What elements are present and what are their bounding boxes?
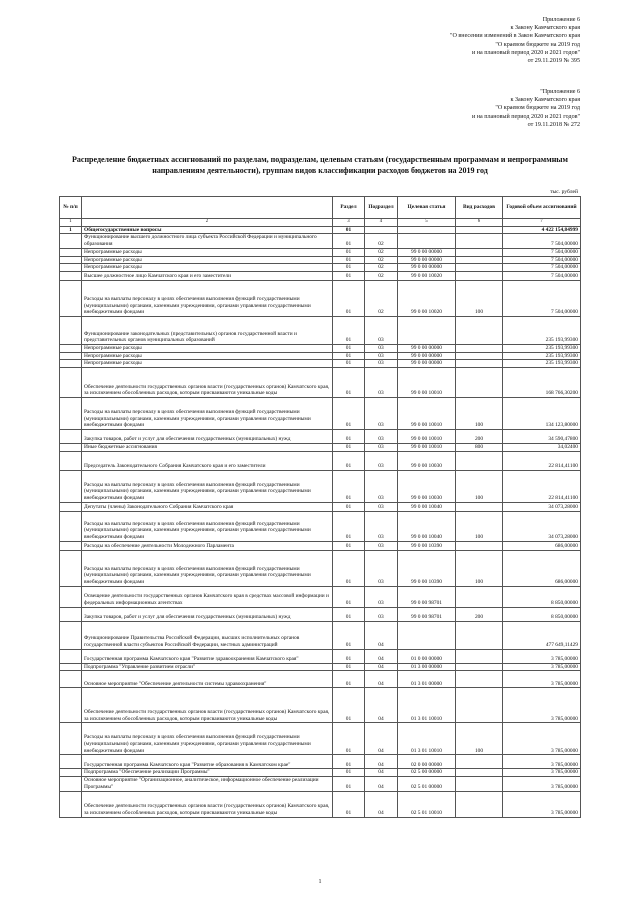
cell-amount: 8 850,00000 bbox=[503, 586, 581, 607]
cell-target-item: 99 0 00 10020 bbox=[398, 280, 456, 316]
cell-expense-type bbox=[456, 502, 503, 511]
cell-name: Расходы на выплаты персоналу в целях обеспечения выполнения функций государственными (муниципальными) органами, казенными учреждениями, органами управления государственными внебюджетными фондами bbox=[82, 470, 333, 502]
cell-number bbox=[60, 541, 82, 550]
cell-expense-type: 800 bbox=[456, 444, 503, 452]
cell-number bbox=[60, 723, 82, 755]
cell-number bbox=[60, 688, 82, 723]
cell-number bbox=[60, 470, 82, 502]
cell-section: 01 bbox=[333, 541, 365, 550]
cell-section: 01 bbox=[333, 316, 365, 344]
cell-target-item: 99 0 00 10030 bbox=[398, 470, 456, 502]
cell-name: Функционирование законодательных (представительных) органов государственной власти и представительных органов муниципальных образований bbox=[82, 316, 333, 344]
table-row bbox=[60, 755, 581, 769]
cell-expense-type bbox=[456, 621, 503, 649]
cell-name: Освещение деятельности государственных органов Камчатского края в средствах массовой информации и федеральных информационных агентствах bbox=[82, 586, 333, 607]
cell-name: Непрограммные расходы bbox=[82, 248, 333, 256]
cell-name: Расходы на выплаты персоналу в целях обеспечения выполнения функций государственными (муниципальными) органами, казенными учреждениями, органами управления государственными внебюджетными фондами bbox=[82, 723, 333, 755]
cell-subsection: 03 bbox=[365, 502, 398, 511]
cell-target-item: 99 0 00 10030 bbox=[398, 451, 456, 470]
cell-subsection: 02 bbox=[365, 264, 398, 272]
cell-subsection: 04 bbox=[365, 671, 398, 688]
cell-target-item bbox=[398, 621, 456, 649]
cell-section: 01 bbox=[333, 280, 365, 316]
cell-expense-type bbox=[456, 344, 503, 352]
column-number: 4 bbox=[365, 219, 398, 227]
appendix-line: к Закону Камчатского края bbox=[510, 25, 580, 32]
cell-subsection: 03 bbox=[365, 451, 398, 470]
cell-target-item: 99 0 00 10010 bbox=[398, 430, 456, 444]
table-row bbox=[60, 256, 581, 264]
cell-target-item: 99 0 00 10020 bbox=[398, 271, 456, 280]
cell-amount: 7 504,00000 bbox=[503, 234, 581, 248]
cell-target-item: 99 0 00 00000 bbox=[398, 264, 456, 272]
cell-subsection: 03 bbox=[365, 398, 398, 430]
cell-name: Непрограммные расходы bbox=[82, 256, 333, 264]
cell-target-item: 99 0 00 00000 bbox=[398, 344, 456, 352]
cell-number bbox=[60, 444, 82, 452]
cell-subsection: 03 bbox=[365, 360, 398, 368]
cell-expense-type: 100 bbox=[456, 723, 503, 755]
cell-expense-type: 100 bbox=[456, 470, 503, 502]
cell-name: Подпрограмма "Обеспечение реализации Программы" bbox=[82, 769, 333, 777]
cell-amount: 235 193,99300 bbox=[503, 344, 581, 352]
cell-subsection: 03 bbox=[365, 344, 398, 352]
cell-expense-type bbox=[456, 368, 503, 398]
cell-number bbox=[60, 344, 82, 352]
page-number: 1 bbox=[318, 879, 322, 885]
cell-number bbox=[60, 256, 82, 264]
cell-section: 01 bbox=[333, 430, 365, 444]
cell-amount: 7 504,00000 bbox=[503, 264, 581, 272]
appendix-line: от 19.11.2018 № 272 bbox=[527, 121, 580, 128]
cell-section: 01 bbox=[333, 769, 365, 777]
cell-target-item: 02 5 01 10010 bbox=[398, 791, 456, 817]
cell-name: Расходы на обеспечение деятельности Молодежного Парламента bbox=[82, 541, 333, 550]
cell-subsection: 03 bbox=[365, 316, 398, 344]
cell-target-item: 99 0 00 00000 bbox=[398, 256, 456, 264]
cell-target-item: 99 0 00 98701 bbox=[398, 607, 456, 621]
cell-amount: 477 649,11429 bbox=[503, 621, 581, 649]
cell-number bbox=[60, 791, 82, 817]
cell-name: Основное мероприятие "Обеспечение деятельности системы здравоохранения" bbox=[82, 671, 333, 688]
cell-target-item: 99 0 00 00000 bbox=[398, 360, 456, 368]
cell-section: 01 bbox=[333, 723, 365, 755]
cell-target-item: 01 3 01 10010 bbox=[398, 723, 456, 755]
cell-number: 1 bbox=[60, 226, 82, 234]
table-row bbox=[60, 234, 581, 248]
cell-name: Председатель Законодательного Собрания Камчатского края и его заместители bbox=[82, 451, 333, 470]
appendix-line: "Приложение 6 bbox=[540, 89, 580, 95]
cell-amount: 7 504,00000 bbox=[503, 256, 581, 264]
cell-name: Государственная программа Камчатского края "Развитие здравоохранения Камчатского края" bbox=[82, 649, 333, 663]
cell-expense-type bbox=[456, 264, 503, 272]
cell-number bbox=[60, 360, 82, 368]
cell-number bbox=[60, 264, 82, 272]
cell-target-item bbox=[398, 226, 456, 234]
cell-name: Функционирование высшего должностного лица субъекта Российской Федерации и муниципального образования bbox=[82, 234, 333, 248]
cell-name: Обеспечение деятельности государственных органов власти (государственных органов) Камчатского края, за исключением обособленных расходов, которым присваиваются уникальные коды bbox=[82, 368, 333, 398]
table-row bbox=[60, 550, 581, 586]
table-row bbox=[60, 368, 581, 398]
table-row bbox=[60, 541, 581, 550]
cell-name: Расходы на выплаты персоналу в целях обеспечения выполнения функций государственными (муниципальными) органами, казенными учреждениями, органами управления государственными внебюджетными фондами bbox=[82, 398, 333, 430]
table-row bbox=[60, 451, 581, 470]
cell-subsection: 04 bbox=[365, 791, 398, 817]
cell-subsection: 02 bbox=[365, 271, 398, 280]
table-row bbox=[60, 586, 581, 607]
cell-amount: 34 073,28000 bbox=[503, 502, 581, 511]
cell-expense-type bbox=[456, 316, 503, 344]
cell-section: 01 bbox=[333, 671, 365, 688]
appendix-line: "О внесении изменений в Закон Камчатского края bbox=[450, 33, 580, 40]
cell-target-item: 01 0 00 00000 bbox=[398, 649, 456, 663]
cell-subsection: 04 bbox=[365, 723, 398, 755]
cell-target-item: 99 0 00 10390 bbox=[398, 550, 456, 586]
cell-expense-type bbox=[456, 352, 503, 360]
cell-subsection: 03 bbox=[365, 444, 398, 452]
cell-amount: 7 504,00000 bbox=[503, 271, 581, 280]
column-number: 3 bbox=[333, 219, 365, 227]
cell-number bbox=[60, 280, 82, 316]
cell-section: 01 bbox=[333, 470, 365, 502]
cell-name: Общегосударственные вопросы bbox=[82, 226, 333, 234]
table-row bbox=[60, 344, 581, 352]
cell-subsection: 04 bbox=[365, 649, 398, 663]
cell-number bbox=[60, 502, 82, 511]
cell-subsection: 03 bbox=[365, 470, 398, 502]
cell-amount: 235 193,99300 bbox=[503, 360, 581, 368]
cell-section: 01 bbox=[333, 791, 365, 817]
cell-name: Расходы на выплаты персоналу в целях обеспечения выполнения функций государственными (муниципальными) органами, казенными учреждениями, органами управления государственными внебюджетными фондами bbox=[82, 550, 333, 586]
cell-number bbox=[60, 248, 82, 256]
table-row bbox=[60, 352, 581, 360]
appendix-line: Приложение 6 bbox=[542, 17, 580, 23]
cell-number bbox=[60, 586, 82, 607]
cell-section: 01 bbox=[333, 663, 365, 671]
cell-amount: 34 073,28000 bbox=[503, 511, 581, 541]
table-row bbox=[60, 511, 581, 541]
cell-number bbox=[60, 451, 82, 470]
cell-number bbox=[60, 663, 82, 671]
table-row bbox=[60, 316, 581, 344]
units-label: тыс. рублей bbox=[550, 189, 578, 195]
cell-section: 01 bbox=[333, 502, 365, 511]
cell-expense-type bbox=[456, 649, 503, 663]
cell-name: Подпрограмма "Управление развитием отрасли" bbox=[82, 663, 333, 671]
cell-amount: 3 785,00000 bbox=[503, 791, 581, 817]
cell-expense-type bbox=[456, 234, 503, 248]
cell-target-item: 02 0 00 00000 bbox=[398, 755, 456, 769]
header-target-item: Целевая статья bbox=[398, 197, 456, 219]
cell-section: 01 bbox=[333, 248, 365, 256]
column-number: 2 bbox=[82, 219, 333, 227]
table-row bbox=[60, 607, 581, 621]
cell-expense-type bbox=[456, 586, 503, 607]
cell-amount: 8 850,00000 bbox=[503, 607, 581, 621]
column-number: 6 bbox=[456, 219, 503, 227]
cell-subsection: 04 bbox=[365, 688, 398, 723]
cell-expense-type bbox=[456, 777, 503, 791]
cell-expense-type bbox=[456, 226, 503, 234]
cell-subsection: 02 bbox=[365, 234, 398, 248]
appendix-line: "О краевом бюджете на 2019 год bbox=[495, 105, 580, 112]
table-row bbox=[60, 248, 581, 256]
table-row bbox=[60, 470, 581, 502]
table-row bbox=[60, 671, 581, 688]
cell-section: 01 bbox=[333, 360, 365, 368]
cell-number bbox=[60, 430, 82, 444]
cell-number bbox=[60, 271, 82, 280]
cell-subsection: 02 bbox=[365, 280, 398, 316]
column-number: 1 bbox=[60, 219, 82, 227]
cell-number bbox=[60, 316, 82, 344]
cell-name: Основное мероприятие "Организационное, аналитическое, информационное обеспечение реализации Программы" bbox=[82, 777, 333, 791]
cell-subsection: 03 bbox=[365, 607, 398, 621]
cell-section: 01 bbox=[333, 777, 365, 791]
cell-target-item: 01 3 01 00000 bbox=[398, 671, 456, 688]
table-row bbox=[60, 663, 581, 671]
cell-section: 01 bbox=[333, 607, 365, 621]
cell-number bbox=[60, 234, 82, 248]
cell-name: Закупка товаров, работ и услуг для обеспечения государственных (муниципальных) нужд bbox=[82, 607, 333, 621]
cell-section: 01 bbox=[333, 444, 365, 452]
cell-name: Функционирование Правительства Российской Федерации, высших исполнительных органов государственной власти субъектов Российской Федерации, местных администраций bbox=[82, 621, 333, 649]
cell-section: 01 bbox=[333, 621, 365, 649]
cell-expense-type bbox=[456, 451, 503, 470]
cell-section: 01 bbox=[333, 649, 365, 663]
header-annual-amount: Годовой объем ассигнований bbox=[503, 197, 581, 219]
cell-name: Расходы на выплаты персоналу в целях обеспечения выполнения функций государственными (муниципальными) органами, казенными учреждениями, органами управления государственными внебюджетными фондами bbox=[82, 280, 333, 316]
cell-expense-type bbox=[456, 541, 503, 550]
cell-expense-type bbox=[456, 256, 503, 264]
cell-target-item: 01 3 00 00000 bbox=[398, 663, 456, 671]
appendix-line: и на плановый период 2020 и 2021 годов" bbox=[471, 49, 580, 56]
table-header-row bbox=[60, 197, 581, 219]
cell-section: 01 bbox=[333, 586, 365, 607]
cell-amount: 168 766,30200 bbox=[503, 368, 581, 398]
cell-section: 01 bbox=[333, 344, 365, 352]
column-number: 5 bbox=[398, 219, 456, 227]
cell-amount: 3 785,00000 bbox=[503, 649, 581, 663]
table-row bbox=[60, 791, 581, 817]
cell-target-item bbox=[398, 234, 456, 248]
table-row bbox=[60, 723, 581, 755]
cell-name: Непрограммные расходы bbox=[82, 344, 333, 352]
cell-subsection: 03 bbox=[365, 430, 398, 444]
table-row bbox=[60, 226, 581, 234]
cell-subsection: 04 bbox=[365, 769, 398, 777]
cell-subsection bbox=[365, 226, 398, 234]
cell-section: 01 bbox=[333, 264, 365, 272]
cell-number bbox=[60, 769, 82, 777]
cell-target-item: 02 5 00 00000 bbox=[398, 769, 456, 777]
cell-name: Депутаты (члены) Законодательного Собрания Камчатского края bbox=[82, 502, 333, 511]
cell-expense-type bbox=[456, 271, 503, 280]
cell-subsection: 03 bbox=[365, 368, 398, 398]
appendix-line: от 29.11.2019 № 395 bbox=[527, 58, 580, 65]
cell-amount: 7 504,00000 bbox=[503, 280, 581, 316]
cell-name: Иные бюджетные ассигнования bbox=[82, 444, 333, 452]
cell-amount: 686,00000 bbox=[503, 541, 581, 550]
table-body bbox=[60, 226, 581, 817]
header-name bbox=[82, 197, 333, 219]
cell-name: Непрограммные расходы bbox=[82, 360, 333, 368]
cell-section: 01 bbox=[333, 271, 365, 280]
appendix-line: и на плановый период 2020 и 2021 годов" bbox=[471, 113, 580, 120]
table-row bbox=[60, 769, 581, 777]
cell-target-item: 02 5 01 00000 bbox=[398, 777, 456, 791]
cell-section: 01 bbox=[333, 226, 365, 234]
cell-target-item: 99 0 00 10040 bbox=[398, 511, 456, 541]
cell-expense-type bbox=[456, 688, 503, 723]
table-row bbox=[60, 777, 581, 791]
cell-amount: 3 785,00000 bbox=[503, 755, 581, 769]
cell-amount: 686,00000 bbox=[503, 550, 581, 586]
column-number: 7 bbox=[503, 219, 581, 227]
cell-name: Обеспечение деятельности государственных органов власти (государственных органов) Камчатского края, за исключением обособленных расходов, которым присваиваются уникальные коды bbox=[82, 688, 333, 723]
appendix-header-new bbox=[450, 16, 580, 65]
header-expense-type: Вид расходов bbox=[456, 197, 503, 219]
cell-amount: 3 785,00000 bbox=[503, 769, 581, 777]
appendix-line: "О краевом бюджете на 2019 год bbox=[495, 41, 580, 48]
cell-number bbox=[60, 777, 82, 791]
table-row bbox=[60, 688, 581, 723]
cell-target-item: 99 0 00 98701 bbox=[398, 586, 456, 607]
cell-expense-type bbox=[456, 769, 503, 777]
cell-target-item: 01 3 01 10010 bbox=[398, 688, 456, 723]
cell-target-item bbox=[398, 316, 456, 344]
cell-subsection: 02 bbox=[365, 248, 398, 256]
cell-section: 01 bbox=[333, 368, 365, 398]
cell-target-item: 99 0 00 10010 bbox=[398, 368, 456, 398]
header-number: № п/п bbox=[60, 197, 82, 219]
cell-expense-type: 200 bbox=[456, 607, 503, 621]
cell-amount: 134 123,80000 bbox=[503, 398, 581, 430]
cell-amount: 3 785,00000 bbox=[503, 671, 581, 688]
cell-number bbox=[60, 755, 82, 769]
cell-name: Обеспечение деятельности государственных органов власти (государственных органов) Камчатского края, за исключением обособленных расходов, которым присваиваются уникальные коды bbox=[82, 791, 333, 817]
appendix-header-old bbox=[472, 88, 580, 129]
appendix-line: к Закону Камчатского края bbox=[510, 97, 580, 104]
cell-expense-type: 100 bbox=[456, 280, 503, 316]
cell-number bbox=[60, 649, 82, 663]
cell-amount: 4 422 154,84999 bbox=[503, 226, 581, 234]
cell-target-item: 99 0 00 00000 bbox=[398, 248, 456, 256]
cell-expense-type: 200 bbox=[456, 430, 503, 444]
cell-name: Непрограммные расходы bbox=[82, 352, 333, 360]
cell-name: Непрограммные расходы bbox=[82, 264, 333, 272]
cell-amount: 3 785,00000 bbox=[503, 663, 581, 671]
cell-target-item: 99 0 00 00000 bbox=[398, 352, 456, 360]
cell-number bbox=[60, 621, 82, 649]
cell-number bbox=[60, 368, 82, 398]
cell-number bbox=[60, 511, 82, 541]
cell-expense-type bbox=[456, 248, 503, 256]
cell-section: 01 bbox=[333, 511, 365, 541]
cell-target-item: 99 0 00 10010 bbox=[398, 398, 456, 430]
document-title: Распределение бюджетных ассигнований по разделам, подразделам, целевым статьям (государственным программам и непрограммным направлениям деятельности), группам видов классификации расходов бюджетов на 2019 год bbox=[72, 155, 568, 175]
cell-expense-type bbox=[456, 755, 503, 769]
cell-name: Закупка товаров, работ и услуг для обеспечения государственных (муниципальных) нужд bbox=[82, 430, 333, 444]
cell-name: Расходы на выплаты персоналу в целях обеспечения выполнения функций государственными (муниципальными) органами, казенными учреждениями, органами управления государственными внебюджетными фондами bbox=[82, 511, 333, 541]
cell-expense-type bbox=[456, 360, 503, 368]
cell-section: 01 bbox=[333, 688, 365, 723]
table-row bbox=[60, 360, 581, 368]
cell-number bbox=[60, 671, 82, 688]
cell-amount: 235 193,99300 bbox=[503, 316, 581, 344]
cell-section: 01 bbox=[333, 398, 365, 430]
cell-section: 01 bbox=[333, 352, 365, 360]
cell-expense-type bbox=[456, 663, 503, 671]
cell-amount: 235 193,99300 bbox=[503, 352, 581, 360]
cell-subsection: 03 bbox=[365, 586, 398, 607]
table-row bbox=[60, 264, 581, 272]
cell-amount: 22 814,41100 bbox=[503, 451, 581, 470]
table-row bbox=[60, 502, 581, 511]
cell-expense-type: 100 bbox=[456, 398, 503, 430]
cell-subsection: 04 bbox=[365, 777, 398, 791]
cell-section: 01 bbox=[333, 755, 365, 769]
cell-name: Высшее должностное лицо Камчатского края и его заместители bbox=[82, 271, 333, 280]
cell-number bbox=[60, 352, 82, 360]
header-subsection: Подраздел bbox=[365, 197, 398, 219]
table-row bbox=[60, 444, 581, 452]
header-section: Раздел bbox=[333, 197, 365, 219]
cell-amount: 7 504,00000 bbox=[503, 248, 581, 256]
cell-section: 01 bbox=[333, 234, 365, 248]
cell-subsection: 04 bbox=[365, 663, 398, 671]
cell-amount: 3 785,00000 bbox=[503, 723, 581, 755]
cell-target-item: 99 0 00 10010 bbox=[398, 444, 456, 452]
cell-subsection: 03 bbox=[365, 541, 398, 550]
cell-amount: 34 590,47800 bbox=[503, 430, 581, 444]
cell-expense-type: 100 bbox=[456, 511, 503, 541]
cell-amount: 34,02400 bbox=[503, 444, 581, 452]
cell-target-item: 99 0 00 10040 bbox=[398, 502, 456, 511]
table-row bbox=[60, 649, 581, 663]
table-row bbox=[60, 280, 581, 316]
cell-expense-type: 100 bbox=[456, 550, 503, 586]
table-row bbox=[60, 430, 581, 444]
cell-expense-type bbox=[456, 671, 503, 688]
budget-table bbox=[59, 196, 581, 818]
cell-number bbox=[60, 607, 82, 621]
cell-subsection: 03 bbox=[365, 550, 398, 586]
cell-subsection: 04 bbox=[365, 621, 398, 649]
cell-amount: 22 814,41100 bbox=[503, 470, 581, 502]
table-row bbox=[60, 621, 581, 649]
cell-subsection: 04 bbox=[365, 755, 398, 769]
cell-amount: 3 785,00000 bbox=[503, 777, 581, 791]
cell-amount: 3 785,00000 bbox=[503, 688, 581, 723]
table-row bbox=[60, 271, 581, 280]
cell-expense-type bbox=[456, 791, 503, 817]
cell-subsection: 02 bbox=[365, 256, 398, 264]
cell-target-item: 99 0 00 10390 bbox=[398, 541, 456, 550]
column-number-row bbox=[60, 219, 581, 227]
cell-subsection: 03 bbox=[365, 511, 398, 541]
table-row bbox=[60, 398, 581, 430]
cell-section: 01 bbox=[333, 550, 365, 586]
cell-section: 01 bbox=[333, 451, 365, 470]
cell-number bbox=[60, 550, 82, 586]
cell-number bbox=[60, 398, 82, 430]
cell-name: Государственная программа Камчатского края "Развитие образования в Камчатском крае" bbox=[82, 755, 333, 769]
cell-section: 01 bbox=[333, 256, 365, 264]
cell-subsection: 03 bbox=[365, 352, 398, 360]
